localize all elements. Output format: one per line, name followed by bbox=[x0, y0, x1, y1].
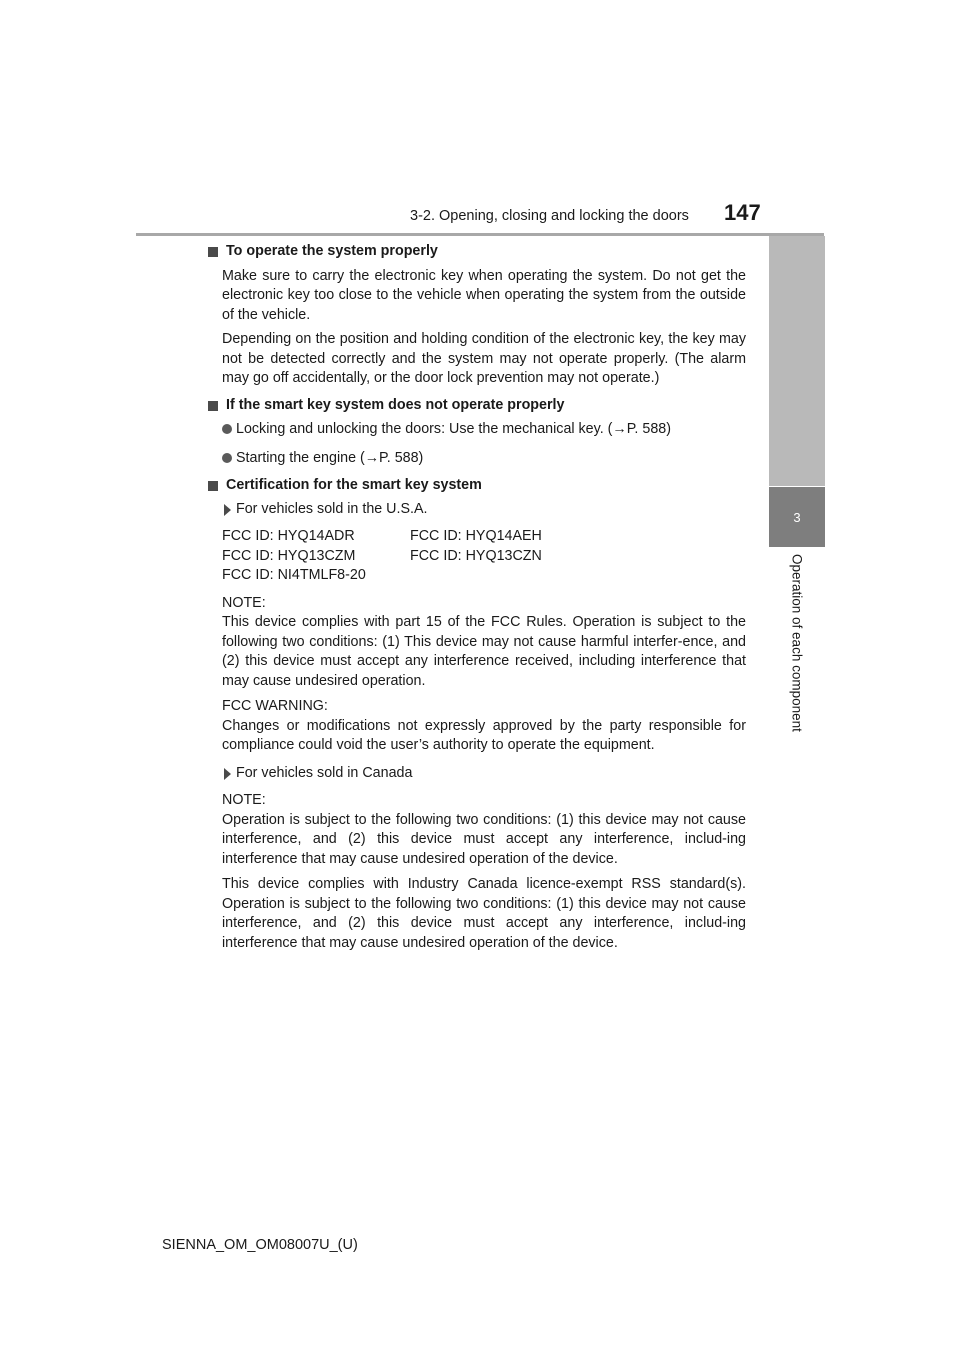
fcc-id: FCC ID: HYQ14ADR bbox=[222, 528, 355, 544]
note-block-usa: NOTE: This device complies with part 15 of the FCC Rules. Operation is subject to the following two conditions: (1) This device may not cause harmful interfer-ence, and (2) this device must accept any interference received, including interference that may cause undesired operation. bbox=[222, 594, 746, 689]
paragraph: Make sure to carry the electronic key when operating the system. Do not get the electronic key too close to the vehicle when operating the system from the outside of the vehicle. bbox=[222, 267, 746, 323]
circle-bullet-icon bbox=[222, 453, 232, 463]
subheading-usa: For vehicles sold in the U.S.A. bbox=[222, 500, 746, 520]
rss-statement: This device complies with Industry Canada licence-exempt RSS standard(s). Operation is subject to the following two conditions: (1) this device may not cause interference, and (2) this device must accept any interference, includ-ing interference that may cause undesired operation of the device. bbox=[222, 876, 746, 951]
list-item: Starting the engine (→P. 588) bbox=[222, 449, 746, 469]
circle-bullet-icon bbox=[222, 424, 232, 434]
heading-certification: Certification for the smart key system bbox=[210, 476, 746, 496]
header-rule bbox=[136, 233, 824, 236]
list-item: Locking and unlocking the doors: Use the mechanical key. (→P. 588) bbox=[222, 420, 746, 440]
subheading-canada: For vehicles sold in Canada bbox=[222, 764, 746, 784]
note-block-canada: NOTE: Operation is subject to the following two conditions: (1) this device may not cause interference, and (2) this device must accept any interference, includ-ing interference that may cause undesired operation of the device. bbox=[222, 792, 746, 867]
square-bullet-icon bbox=[208, 247, 218, 257]
page-content bbox=[210, 242, 746, 953]
side-tab-strip bbox=[769, 236, 825, 486]
fcc-id: FCC ID: HYQ14AEH bbox=[410, 528, 542, 544]
fcc-warning-block: FCC WARNING: Changes or modifications not expressly approved by the party responsible for compliance could void the user’s authority to operate the equipment. bbox=[222, 698, 746, 753]
triangle-bullet-icon bbox=[224, 768, 231, 780]
page-number: 147 bbox=[724, 200, 761, 225]
fcc-id-list bbox=[222, 527, 746, 586]
square-bullet-icon bbox=[208, 401, 218, 411]
document-code: SIENNA_OM_OM08007U_(U) bbox=[162, 1237, 358, 1253]
fcc-id: FCC ID: NI4TMLF8-20 bbox=[222, 567, 366, 583]
paragraph: Depending on the position and holding condition of the electronic key, the key may not be detected correctly and the system may not operate properly. (The alarm may go off accidentally, or the door lock prevention may not operate.) bbox=[222, 331, 746, 386]
chapter-title-vertical: Operation of each component bbox=[789, 554, 805, 732]
square-bullet-icon bbox=[208, 481, 218, 491]
page-header bbox=[0, 0, 960, 240]
section-title: 3-2. Opening, closing and locking the doors bbox=[410, 208, 689, 224]
chapter-number-tab: 3 bbox=[769, 487, 825, 547]
triangle-bullet-icon bbox=[224, 504, 231, 516]
fcc-id: FCC ID: HYQ13CZM bbox=[222, 547, 356, 564]
heading-operate-properly: To operate the system properly bbox=[210, 242, 746, 262]
fcc-id: FCC ID: HYQ13CZN bbox=[410, 547, 542, 564]
heading-not-operate-properly: If the smart key system does not operate properly bbox=[210, 396, 746, 416]
